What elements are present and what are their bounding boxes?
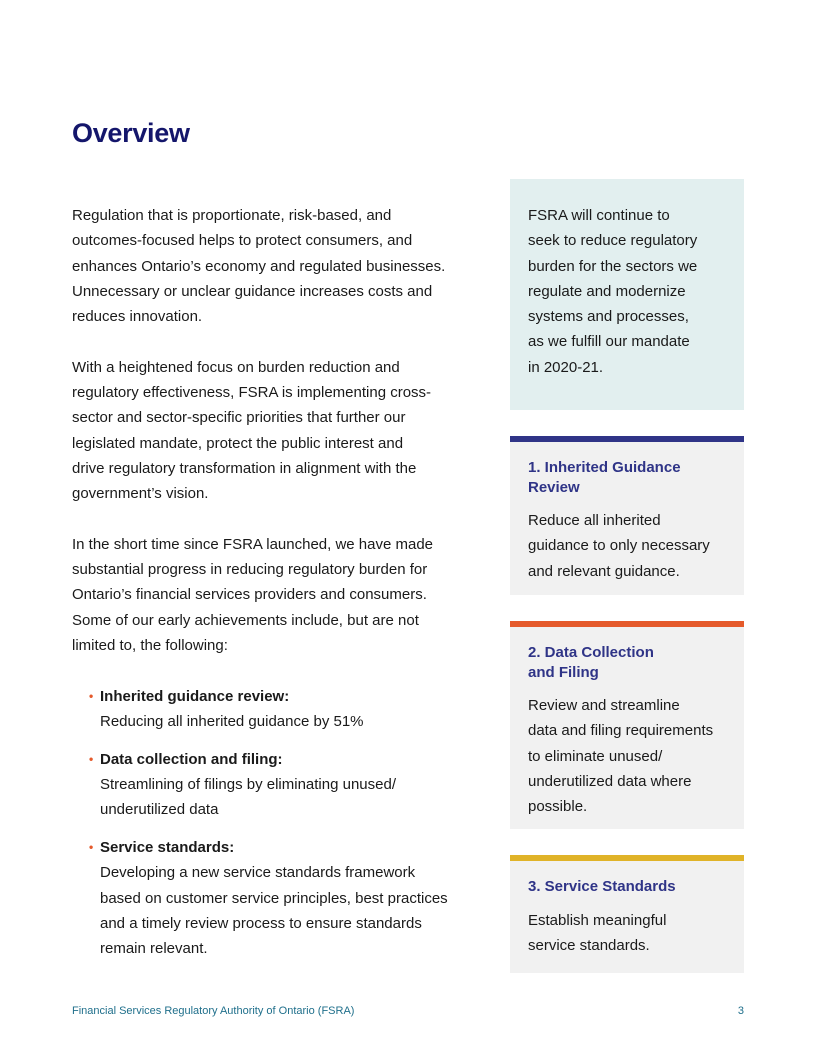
bullet-title: Data collection and filing: [100,750,283,768]
card-data-collection [510,621,744,829]
page-number: 3 [737,1005,744,1017]
bullet-text: Developing a new service standards framework based on customer service principles, best practices and a timely review process to ensure standards remain relevant. [100,864,448,958]
card-title: 2. Data Collection and Filing [528,644,654,681]
list-item [89,835,482,961]
bullet-title: Service standards: [100,839,235,857]
list-item [89,684,482,735]
card-body: Establish meaningful service standards. [528,911,667,954]
overview-body [72,203,482,974]
bullet-icon: • [89,688,94,703]
card-body: Reduce all inherited guidance to only necessary and relevant guidance. [528,512,710,580]
paragraph-burden-reduction: With a heightened focus on burden reduction and regulatory effectiveness, FSRA is implementing cross- sector and sector-specific priorities that further our legislated mandate, protect the public interest and drive regulatory transformation in alignment with the government’s vision. [72,358,432,503]
card-service-standards [510,855,744,973]
page-title: Overview [72,118,190,148]
paragraph-regulation: Regulation that is proportionate, risk-based, and outcomes-focused helps to protect consumers, and enhances Ontario’s economy and regulated businesses. Unnecessary or unclear guidance increases costs and reduces innovation. [72,207,446,326]
bullet-text: Reducing all inherited guidance by 51% [100,712,364,730]
footer-organization: Financial Services Regulatory Authority of Ontario (FSRA) [72,1005,355,1017]
achievements-list [72,684,482,962]
list-item [89,747,482,823]
card-body: Review and streamline data and filing requirements to eliminate unused/ underutilized data where possible. [528,697,714,816]
bullet-title: Inherited guidance review: [100,687,290,705]
mandate-callout: FSRA will continue to seek to reduce regulatory burden for the sectors we regulate and modernize systems and processes, as we fulfill our mandate in 2020-21. [510,179,744,410]
card-inherited-guidance [510,436,744,595]
bullet-icon: • [89,840,94,855]
paragraph-progress: In the short time since FSRA launched, we have made substantial progress in reducing regulatory burden for Ontario’s financial services providers and consumers. Some of our early achievements include, but are not limited to, the following: [72,535,434,655]
bullet-icon: • [89,751,94,766]
card-title: 3. Service Standards [528,878,676,895]
bullet-text: Streamlining of filings by eliminating unused/ underutilized data [100,776,396,819]
card-title: 1. Inherited Guidance Review [528,459,681,496]
